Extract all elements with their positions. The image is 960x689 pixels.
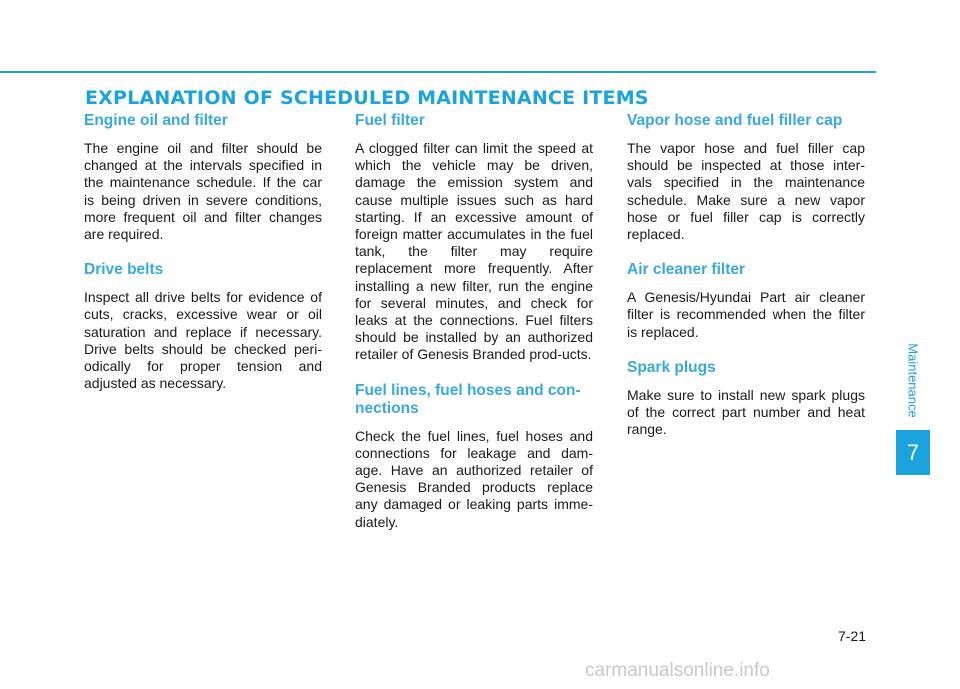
paragraph-fuel-filter: A clogged filter can limit the speed at which the vehicle may be driven, damage the emission system and cause multiple issues such as hard starting. If an excessive amount of foreign matter accumulates in the fuel tank, the filter may require replacement more frequently. After installing a new filter, run the engine for several minutes, and check for leaks at the connections. Fuel filters should be installed by an authorized retailer of Genesis Branded prod-ucts. xyxy=(355,140,593,363)
column-3 xyxy=(627,108,865,456)
heading-fuel-filter: Fuel filter xyxy=(355,112,425,129)
paragraph-engine-oil: The engine oil and filter should be changed at the intervals specified in the maintenance schedule. If the car is being driven in severe conditions, more frequent oil and filter changes are required. xyxy=(84,140,322,243)
paragraph-air-cleaner: A Genesis/Hyundai Part air cleaner filter is recommended when the filter is replaced. xyxy=(627,289,865,340)
watermark: carmanualsonline.info xyxy=(585,660,770,681)
heading-drive-belts: Drive belts xyxy=(84,261,164,279)
heading-spark-plugs: Spark plugs xyxy=(627,358,716,376)
heading-fuel-lines: Fuel lines, fuel hoses and con-nections xyxy=(355,381,581,417)
heading-air-cleaner: Air cleaner filter xyxy=(627,261,746,279)
column-1 xyxy=(84,108,322,410)
paragraph-vapor-hose: The vapor hose and fuel filler cap should be inspected at those inter-vals specified in the maintenance schedule. Make sure a new vapor hose or fuel filler cap is correctly replaced. xyxy=(627,140,865,243)
column-2 xyxy=(355,108,593,549)
heading-engine-oil: Engine oil and filter xyxy=(84,112,228,129)
paragraph-spark-plugs: Make sure to install new spark plugs of the correct part number and heat range. xyxy=(627,386,865,438)
section-title: EXPLANATION OF SCHEDULED MAINTENANCE ITEMS xyxy=(85,87,649,109)
side-tab-label: Maintenance xyxy=(905,342,921,418)
paragraph-drive-belts: Inspect all drive belts for evidence of cuts, cracks, excessive wear or oil saturation and replace if necessary. Drive belts should be checked peri-odically for proper tension and adjusted as necessary. xyxy=(84,289,322,392)
heading-vapor-hose: Vapor hose and fuel filler cap xyxy=(627,112,843,129)
page-number: 7-21 xyxy=(838,628,867,644)
side-tab-maintenance[interactable] xyxy=(901,330,925,430)
chapter-number-badge: 7 xyxy=(896,430,930,475)
top-divider xyxy=(0,71,876,73)
paragraph-fuel-lines: Check the fuel lines, fuel hoses and connections for leakage and dam-age. Have an authorized retailer of Genesis Branded products replace any damaged or leaking parts imme-diately. xyxy=(355,427,593,530)
